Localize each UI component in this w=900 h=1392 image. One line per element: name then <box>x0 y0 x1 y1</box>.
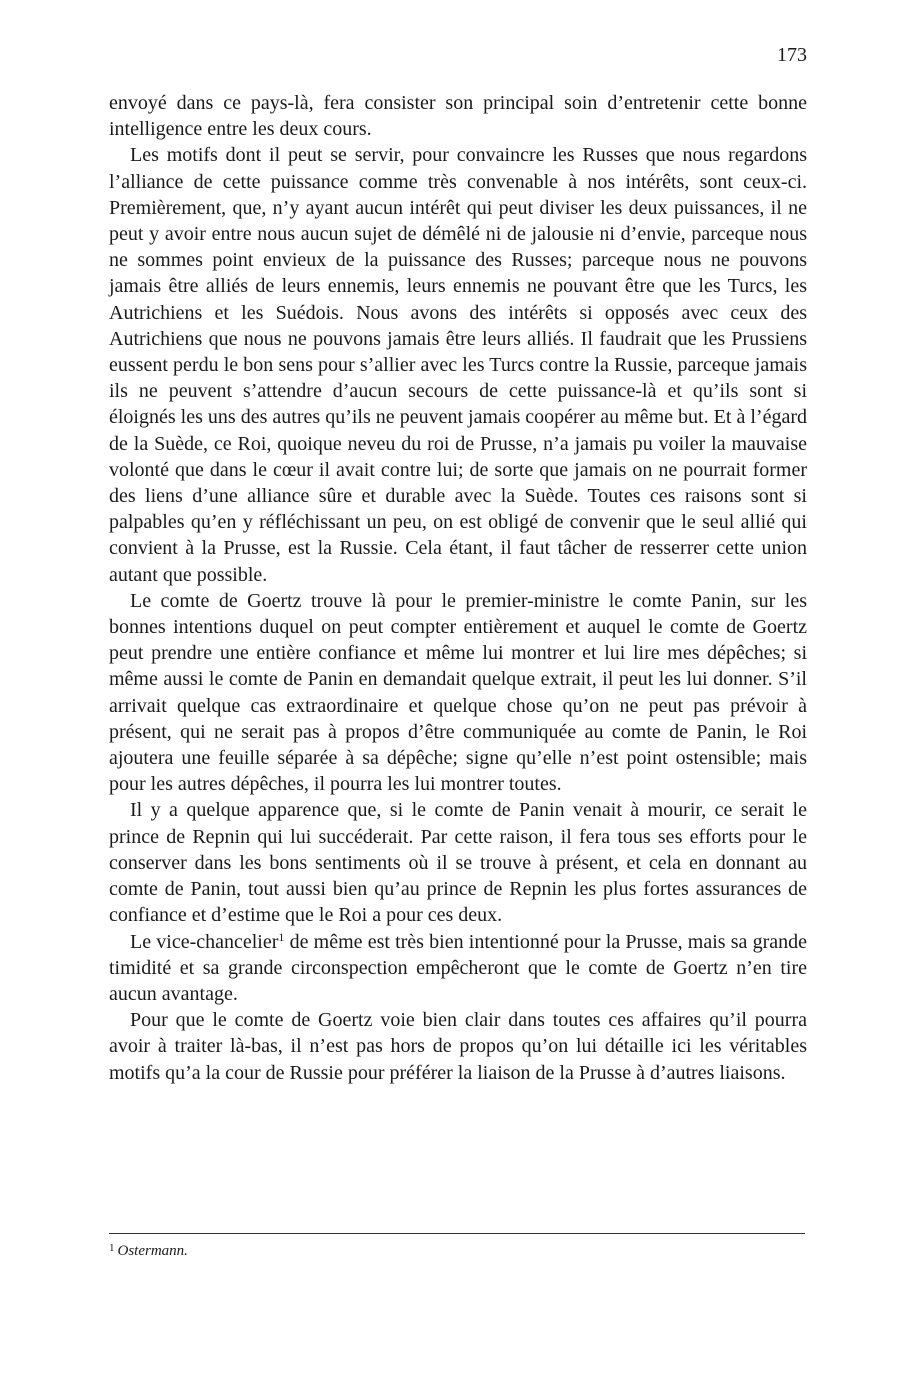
footnote-divider <box>109 1233 805 1234</box>
paragraph-2: Les motifs dont il peut se servir, pour convaincre les Russes que nous regardons l’alliance de cette puissance comme très convenable à nos intérêts, sont ceux-ci. Premièrement, que, n’y ayant aucun intérêt qui peut diviser les deux puissances, il ne peut y avoir entre nous aucun sujet de démêlé ni de jalousie ni d’envie, parceque nous ne sommes point envieux de la puissance des Russes; parceque nous ne pouvons jamais être alliés de leurs ennemis, leurs ennemis ne pouvant être que les Turcs, les Autrichiens et les Suédois. Nous avons des intérêts si opposés avec ceux des Autrichiens que nous ne pouvons jamais être leurs alliés. Il faudrait que les Prussiens eussent perdu le bon sens pour s’allier avec les Turcs contre la Russie, parceque jamais ils ne peuvent s’attendre d’aucun secours de cette puissance-là et qu’ils sont si éloignés les uns des autres qu’ils ne peuvent jamais coopérer au même but. Et à l’égard de la Suède, ce Roi, quoique neveu du roi de Prusse, n’a jamais pu voiler la mauvaise volonté que dans le cœur il avait contre lui; de sorte que jamais on ne pourrait former des liens d’une alliance sûre et durable avec la Suède. Toutes ces raisons sont si palpables qu’en y réfléchissant un peu, on est obligé de convenir que le seul allié qui convient à la Prusse, est la Russie. Cela étant, il faut tâcher de resserrer cette union autant que possible. <box>109 144 807 586</box>
paragraph-6: Pour que le comte de Goertz voie bien clair dans toutes ces affaires qu’il pourra avoir à traiter là-bas, il n’est pas hors de propos qu’on lui détaille ici les véritables motifs qu’a la cour de Russie pour préférer la liaison de la Prusse à d’autres liaisons. <box>109 1009 807 1084</box>
paragraph-4: Il y a quelque apparence que, si le comte de Panin venait à mourir, ce serait le prince de Repnin qui lui succéderait. Par cette raison, il fera tous ses efforts pour le conserver dans les bons sentiments où il se trouve à présent, et cela en donnant au comte de Panin, tout aussi bien qu’au prince de Repnin les plus fortes assurances de confiance et d’estime que le Roi a pour ces deux. <box>109 799 807 927</box>
footnote-text: Ostermann. <box>117 1243 188 1259</box>
footnote <box>109 1238 188 1261</box>
paragraph-5-start: Le vice-chancelier <box>130 930 279 953</box>
main-text <box>109 90 807 1086</box>
paragraph-5-end: de même est très bien intentionné pour la Prusse, mais sa grande timidité et sa grande circonspection empêcheront que le comte de Goertz n’en tire aucun avantage. <box>109 930 807 1005</box>
footnote-reference: 1 <box>278 929 285 944</box>
paragraph-1: envoyé dans ce pays-là, fera consister son principal soin d’entretenir cette bonne intelligence entre les deux cours. <box>109 92 807 141</box>
paragraph-3: Le comte de Goertz trouve là pour le premier-ministre le comte Panin, sur les bonnes intentions duquel on peut compter entièrement et auquel le comte de Goertz peut prendre une entière confiance et même lui montrer et lui lire mes dépêches; si même aussi le comte de Panin en demandait quelque extrait, il peut les lui donner. S’il arrivait quelque cas extraordinaire et quelque chose qu’on ne peut pas prévoir à présent, qui ne serait pas à propos d’être communiquée au comte de Panin, le Roi ajoutera une feuille séparée à sa dépêche; signe qu’elle n’est point ostensible; mais pour les autres dépêches, il pourra les lui montrer toutes. <box>109 589 807 796</box>
page-number: 173 <box>777 44 807 66</box>
footnote-marker: 1 <box>109 1242 115 1254</box>
paragraph-5 <box>109 929 807 1008</box>
